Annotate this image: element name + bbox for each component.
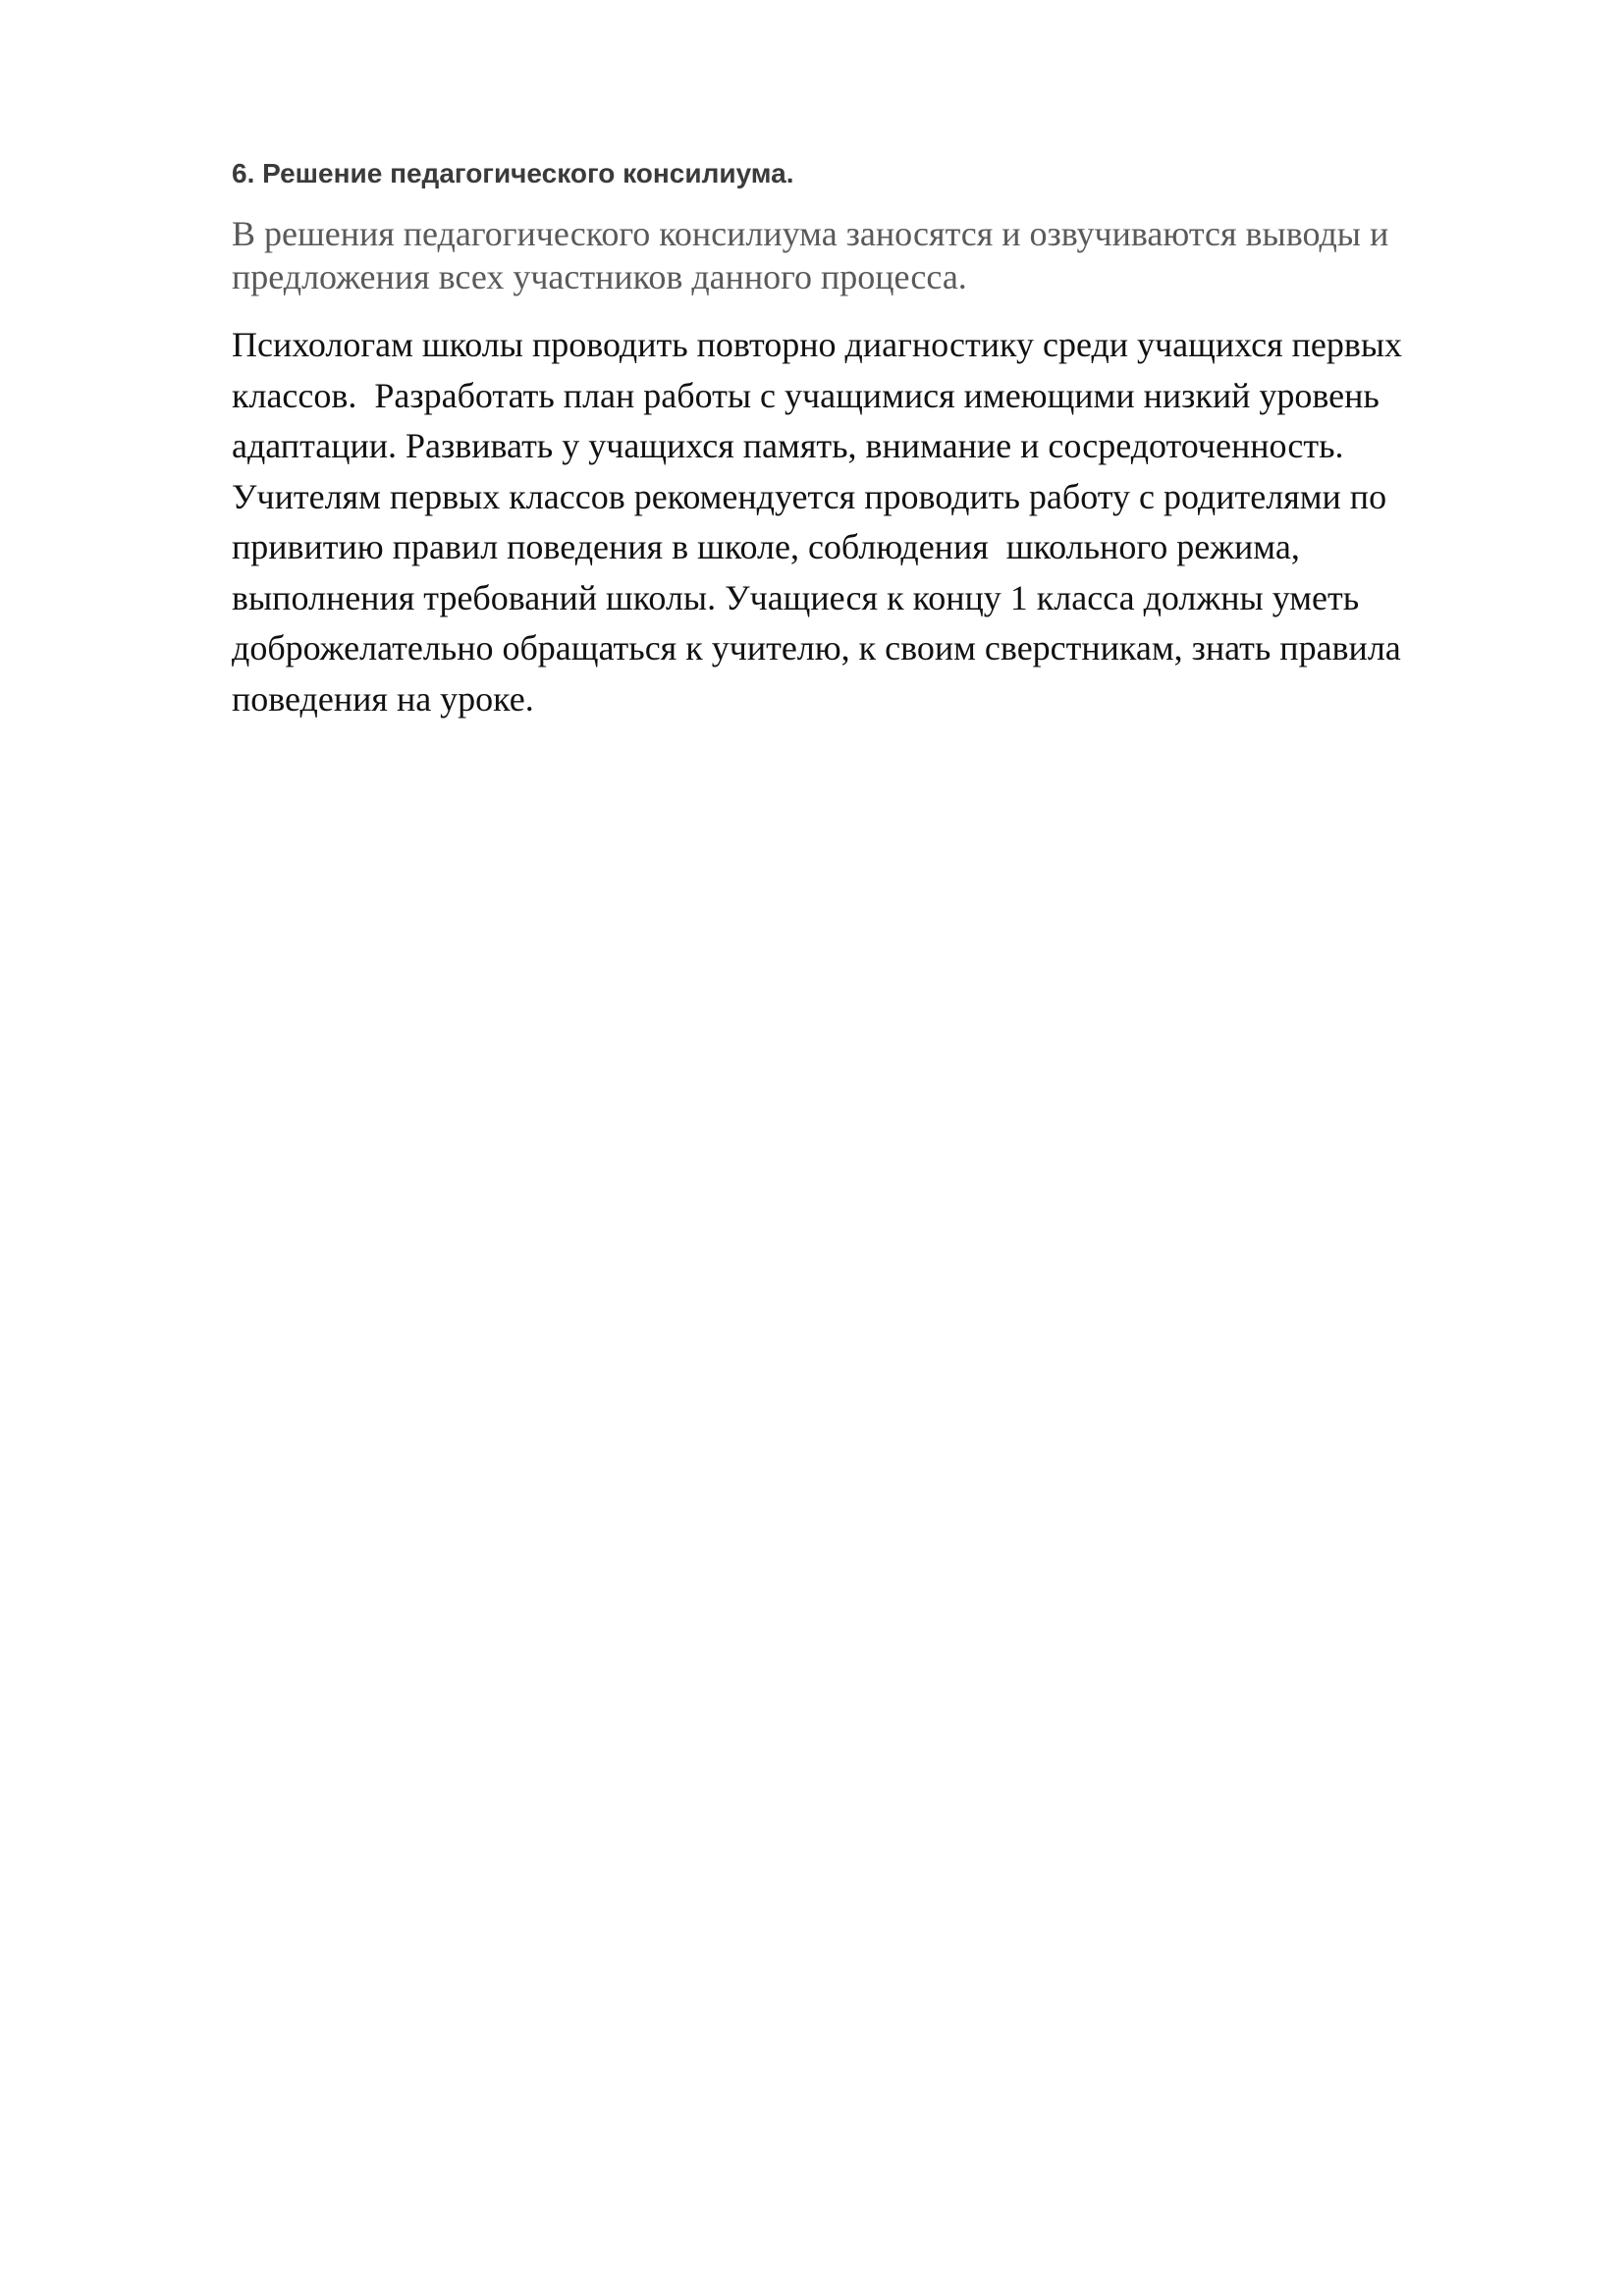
intro-line: В решения педагогического консилиума заносятся и озвучиваются выводы и bbox=[232, 214, 1389, 253]
body-line: Психологам школы проводить повторно диагностику среди учащихся первых bbox=[232, 325, 1403, 364]
body-line: поведения на уроке. bbox=[232, 678, 534, 719]
intro-line: предложения всех участников данного процесса. bbox=[232, 257, 967, 296]
body-line: выполнения требований школы. Учащиеся к концу 1 класса должны уметь bbox=[232, 577, 1360, 617]
body-line: классов. Разработать план работы с учащимися имеющими низкий уровень bbox=[232, 375, 1380, 415]
body-paragraph bbox=[232, 320, 1528, 724]
body-line: Учителям первых классов рекомендуется проводить работу с родителями по bbox=[232, 476, 1387, 516]
body-line: привитию правил поведения в школе, соблюдения школьного режима, bbox=[232, 527, 1300, 566]
body-line: доброжелательно обращаться к учителю, к своим сверстникам, знать правила bbox=[232, 628, 1401, 667]
intro-paragraph bbox=[232, 212, 1528, 298]
section-heading: 6. Решение педагогического консилиума. bbox=[232, 158, 794, 188]
body-line: адаптации. Развивать у учащихся память, внимание и сосредоточенность. bbox=[232, 426, 1344, 465]
page-content bbox=[232, 157, 1528, 724]
